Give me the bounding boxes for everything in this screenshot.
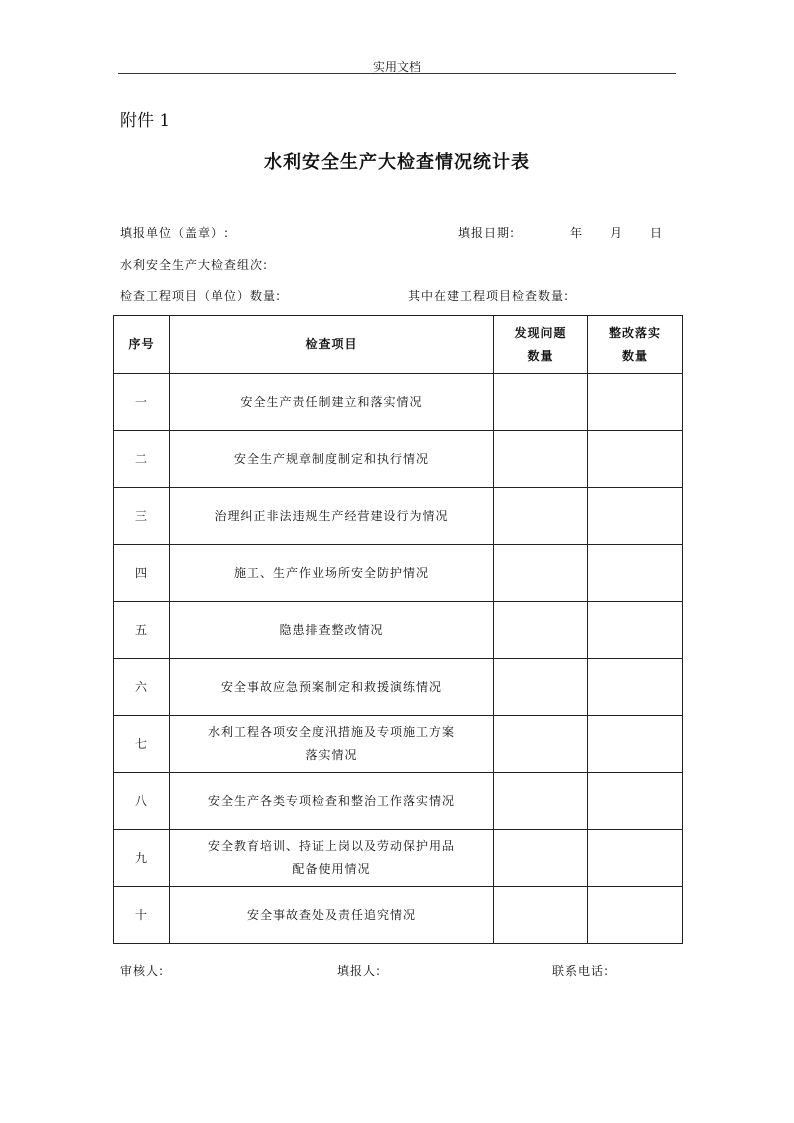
page-header: 实用文档 bbox=[372, 60, 421, 74]
row-index: 三 bbox=[114, 488, 170, 545]
found-count-cell[interactable] bbox=[494, 374, 588, 431]
row-item bbox=[170, 602, 494, 659]
header-fixed bbox=[588, 316, 683, 374]
document-title: 水利安全生产大检查情况统计表 bbox=[264, 152, 530, 173]
row-item bbox=[170, 431, 494, 488]
row-item bbox=[170, 830, 494, 887]
row-item-line: 施工、生产作业场所安全防护情况 bbox=[233, 565, 429, 580]
filler-label: 填报人: bbox=[337, 964, 382, 978]
fixed-count-cell[interactable] bbox=[588, 374, 683, 431]
table-row bbox=[114, 431, 683, 488]
projects-label: 检查工程项目（单位）数量: bbox=[120, 289, 282, 303]
reviewer-label: 审核人: bbox=[120, 964, 165, 978]
header-divider bbox=[118, 73, 676, 74]
row-item bbox=[170, 887, 494, 944]
found-count-cell[interactable] bbox=[494, 773, 588, 830]
header-found-line1: 发现问题 bbox=[514, 325, 567, 340]
fixed-count-cell[interactable] bbox=[588, 431, 683, 488]
fixed-count-cell[interactable] bbox=[588, 488, 683, 545]
row-item-line: 安全生产责任制建立和落实情况 bbox=[240, 394, 423, 409]
row-item bbox=[170, 773, 494, 830]
year-label: 年 bbox=[570, 226, 584, 240]
row-item bbox=[170, 659, 494, 716]
header-fixed-line2: 数量 bbox=[621, 348, 648, 363]
table-row bbox=[114, 374, 683, 431]
date-label: 填报日期: bbox=[458, 226, 516, 240]
inspection-table bbox=[113, 315, 683, 944]
table-row bbox=[114, 830, 683, 887]
row-item-line: 安全教育培训、持证上岗以及劳动保护用品 bbox=[207, 839, 455, 853]
fixed-count-cell[interactable] bbox=[588, 602, 683, 659]
fixed-count-cell[interactable] bbox=[588, 887, 683, 944]
row-item bbox=[170, 374, 494, 431]
row-item-line: 安全事故查处及责任追究情况 bbox=[246, 907, 416, 922]
table-row bbox=[114, 773, 683, 830]
found-count-cell[interactable] bbox=[494, 830, 588, 887]
table-row bbox=[114, 716, 683, 773]
table-row bbox=[114, 887, 683, 944]
header-found-line2: 数量 bbox=[527, 348, 554, 363]
table-header-row bbox=[114, 316, 683, 374]
found-count-cell[interactable] bbox=[494, 659, 588, 716]
row-index: 九 bbox=[114, 830, 170, 887]
row-item bbox=[170, 716, 494, 773]
row-item-line: 安全生产各类专项检查和整治工作落实情况 bbox=[207, 793, 455, 808]
row-item-line: 落实情况 bbox=[305, 748, 358, 762]
header-fixed-line1: 整改落实 bbox=[608, 325, 661, 340]
attachment-label: 附件 1 bbox=[120, 111, 171, 131]
row-item-line: 治理纠正非法违规生产经营建设行为情况 bbox=[214, 508, 449, 523]
row-index: 七 bbox=[114, 716, 170, 773]
found-count-cell[interactable] bbox=[494, 716, 588, 773]
day-label: 日 bbox=[650, 226, 664, 240]
table-row bbox=[114, 488, 683, 545]
inprogress-label: 其中在建工程项目检查数量: bbox=[408, 289, 570, 303]
header-item: 检查项目 bbox=[170, 316, 494, 374]
row-index: 一 bbox=[114, 374, 170, 431]
row-item bbox=[170, 488, 494, 545]
row-item-line: 隐患排查整改情况 bbox=[279, 622, 384, 637]
row-index: 二 bbox=[114, 431, 170, 488]
fixed-count-cell[interactable] bbox=[588, 716, 683, 773]
row-index: 四 bbox=[114, 545, 170, 602]
found-count-cell[interactable] bbox=[494, 602, 588, 659]
row-item-line: 水利工程各项安全度汛措施及专项施工方案 bbox=[207, 725, 455, 739]
row-item-line: 安全生产规章制度制定和执行情况 bbox=[233, 451, 429, 466]
table-row bbox=[114, 545, 683, 602]
table-body bbox=[114, 374, 683, 944]
row-index: 五 bbox=[114, 602, 170, 659]
table-row bbox=[114, 659, 683, 716]
row-item bbox=[170, 545, 494, 602]
found-count-cell[interactable] bbox=[494, 488, 588, 545]
found-count-cell[interactable] bbox=[494, 887, 588, 944]
row-index: 八 bbox=[114, 773, 170, 830]
row-index: 六 bbox=[114, 659, 170, 716]
fixed-count-cell[interactable] bbox=[588, 830, 683, 887]
fixed-count-cell[interactable] bbox=[588, 773, 683, 830]
header-index: 序号 bbox=[114, 316, 170, 374]
month-label: 月 bbox=[610, 226, 624, 240]
unit-label: 填报单位（盖章）: bbox=[120, 226, 230, 240]
header-found bbox=[494, 316, 588, 374]
found-count-cell[interactable] bbox=[494, 545, 588, 602]
fixed-count-cell[interactable] bbox=[588, 545, 683, 602]
fixed-count-cell[interactable] bbox=[588, 659, 683, 716]
row-item-line: 配备使用情况 bbox=[292, 862, 371, 876]
row-index: 十 bbox=[114, 887, 170, 944]
phone-label: 联系电话: bbox=[552, 964, 610, 978]
round-label: 水利安全生产大检查组次: bbox=[120, 258, 269, 272]
row-item-line: 安全事故应急预案制定和救援演练情况 bbox=[220, 679, 442, 694]
table-row bbox=[114, 602, 683, 659]
found-count-cell[interactable] bbox=[494, 431, 588, 488]
